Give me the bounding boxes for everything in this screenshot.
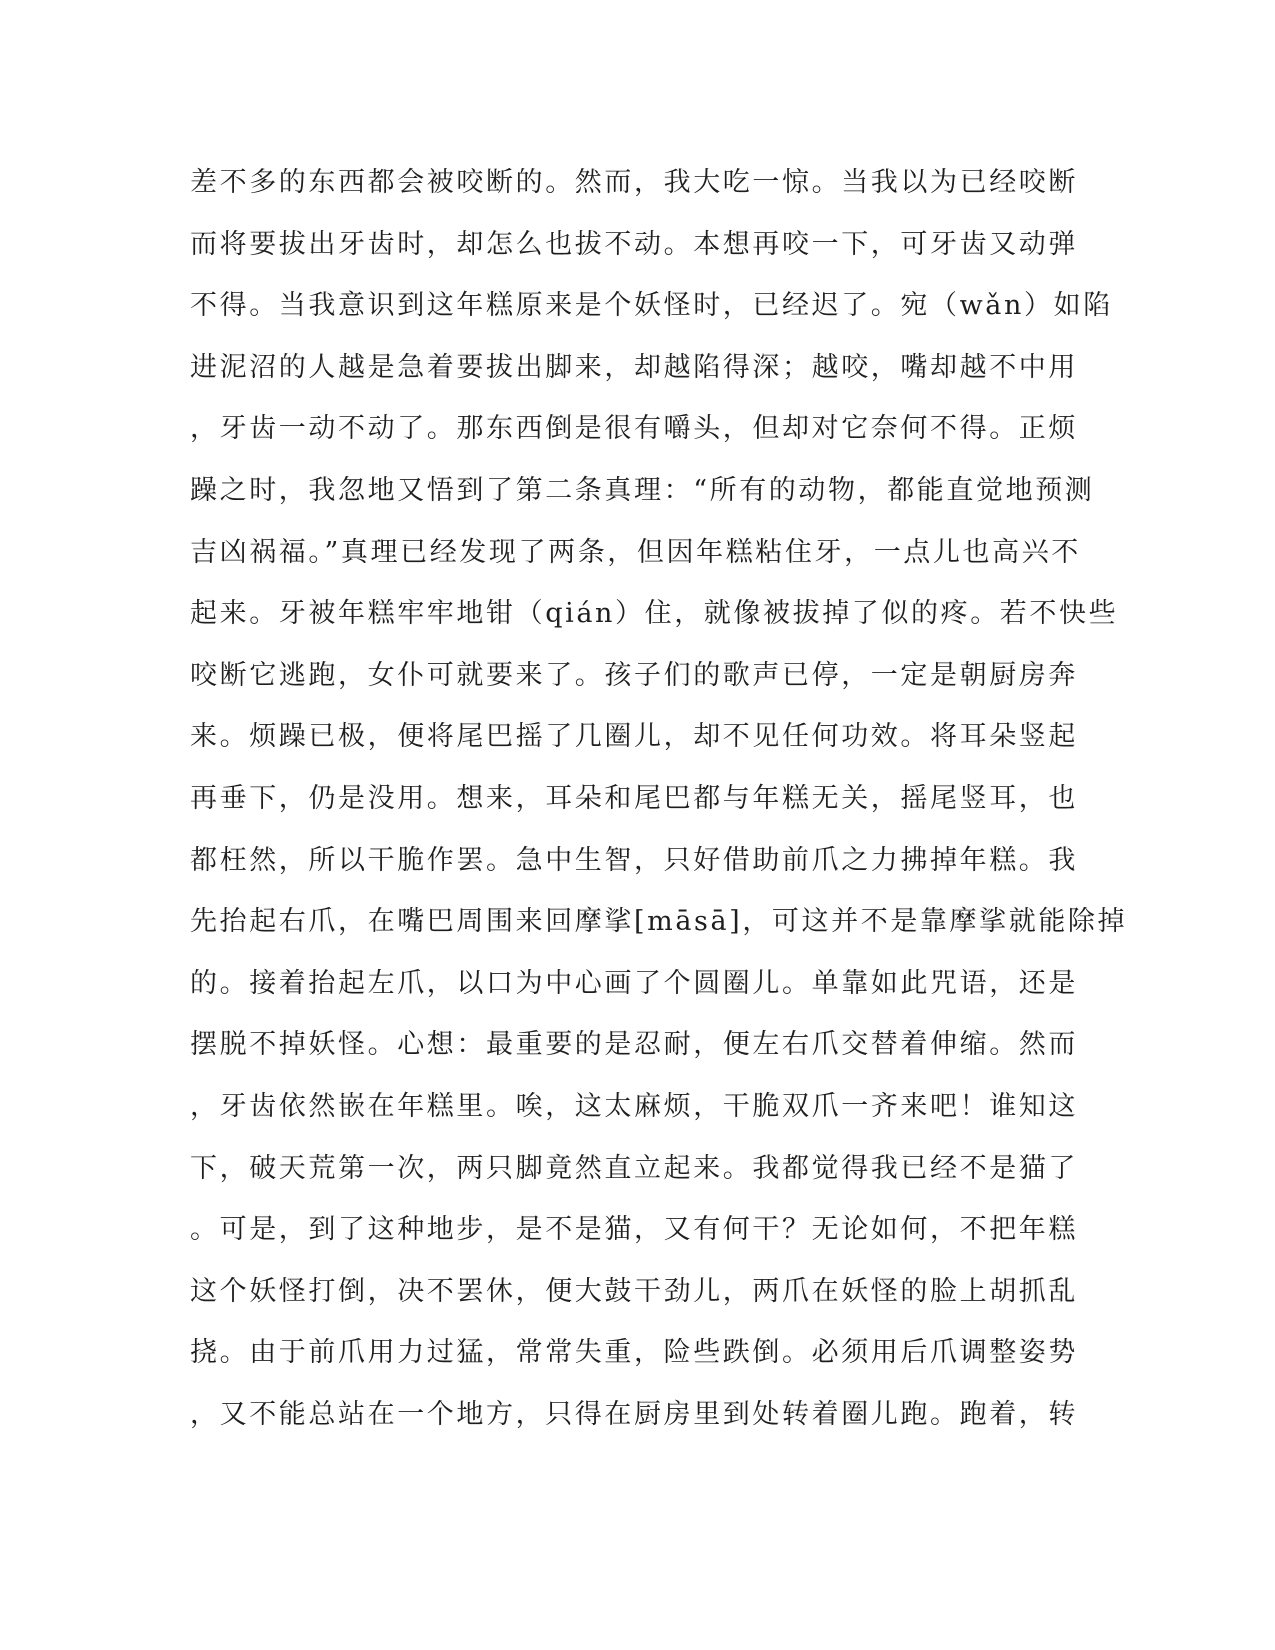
text-line: 下，破天荒第一次，两只脚竟然直立起来。我都觉得我已经不是猫了	[190, 1152, 1078, 1184]
text-line: 躁之时，我忽地又悟到了第二条真理：“所有的动物，都能直觉地预测	[190, 474, 1095, 506]
text-line: 咬断它逃跑，女仆可就要来了。孩子们的歌声已停，一定是朝厨房奔	[190, 659, 1078, 691]
text-line: 而将要拔出牙齿时，却怎么也拔不动。本想再咬一下，可牙齿又动弹	[190, 228, 1078, 260]
text-line: 。可是，到了这种地步，是不是猫，又有何干？无论如何，不把年糕	[190, 1214, 1078, 1246]
text-line: ，牙齿一动不动了。那东西倒是很有嚼头，但却对它奈何不得。正烦	[190, 413, 1078, 445]
text-line: 的。接着抬起左爪，以口为中心画了个圆圈儿。单靠如此咒语，还是	[190, 967, 1078, 999]
text-line: 进泥沼的人越是急着要拔出脚来，却越陷得深；越咬，嘴却越不中用	[190, 351, 1078, 383]
text-line: 起来。牙被年糕牢牢地钳（qián）住，就像被拔掉了似的疼。若不快些	[190, 598, 1119, 630]
text-line: 先抬起右爪，在嘴巴周围来回摩挲[māsā]，可这并不是靠摩挲就能除掉	[190, 906, 1128, 938]
text-line: 挠。由于前爪用力过猛，常常失重，险些跌倒。必须用后爪调整姿势	[190, 1337, 1078, 1369]
text-line: 吉凶祸福。”真理已经发现了两条，但因年糕粘住牙，一点儿也高兴不	[190, 536, 1081, 568]
text-line: 这个妖怪打倒，决不罢休，便大鼓干劲儿，两爪在妖怪的脸上胡抓乱	[190, 1275, 1078, 1307]
text-line: 不得。当我意识到这年糕原来是个妖怪时，已经迟了。宛（wǎn）如陷	[190, 290, 1113, 322]
text-line: 差不多的东西都会被咬断的。然而，我大吃一惊。当我以为已经咬断	[190, 167, 1078, 198]
text-line: 摆脱不掉妖怪。心想：最重要的是忍耐，便左右爪交替着伸缩。然而	[190, 1029, 1078, 1061]
text-line: 都枉然，所以干脆作罢。急中生智，只好借助前爪之力拂掉年糕。我	[190, 844, 1078, 876]
text-line: 来。烦躁已极，便将尾巴摇了几圈儿，却不见任何功效。将耳朵竖起	[190, 721, 1078, 753]
text-line: ，牙齿依然嵌在年糕里。唉，这太麻烦，干脆双爪一齐来吧！谁知这	[190, 1090, 1078, 1122]
text-line: 再垂下，仍是没用。想来，耳朵和尾巴都与年糕无关，摇尾竖耳，也	[190, 782, 1078, 814]
text-line: ，又不能总站在一个地方，只得在厨房里到处转着圈儿跑。跑着，转	[190, 1398, 1078, 1430]
body-text	[190, 162, 1128, 1455]
